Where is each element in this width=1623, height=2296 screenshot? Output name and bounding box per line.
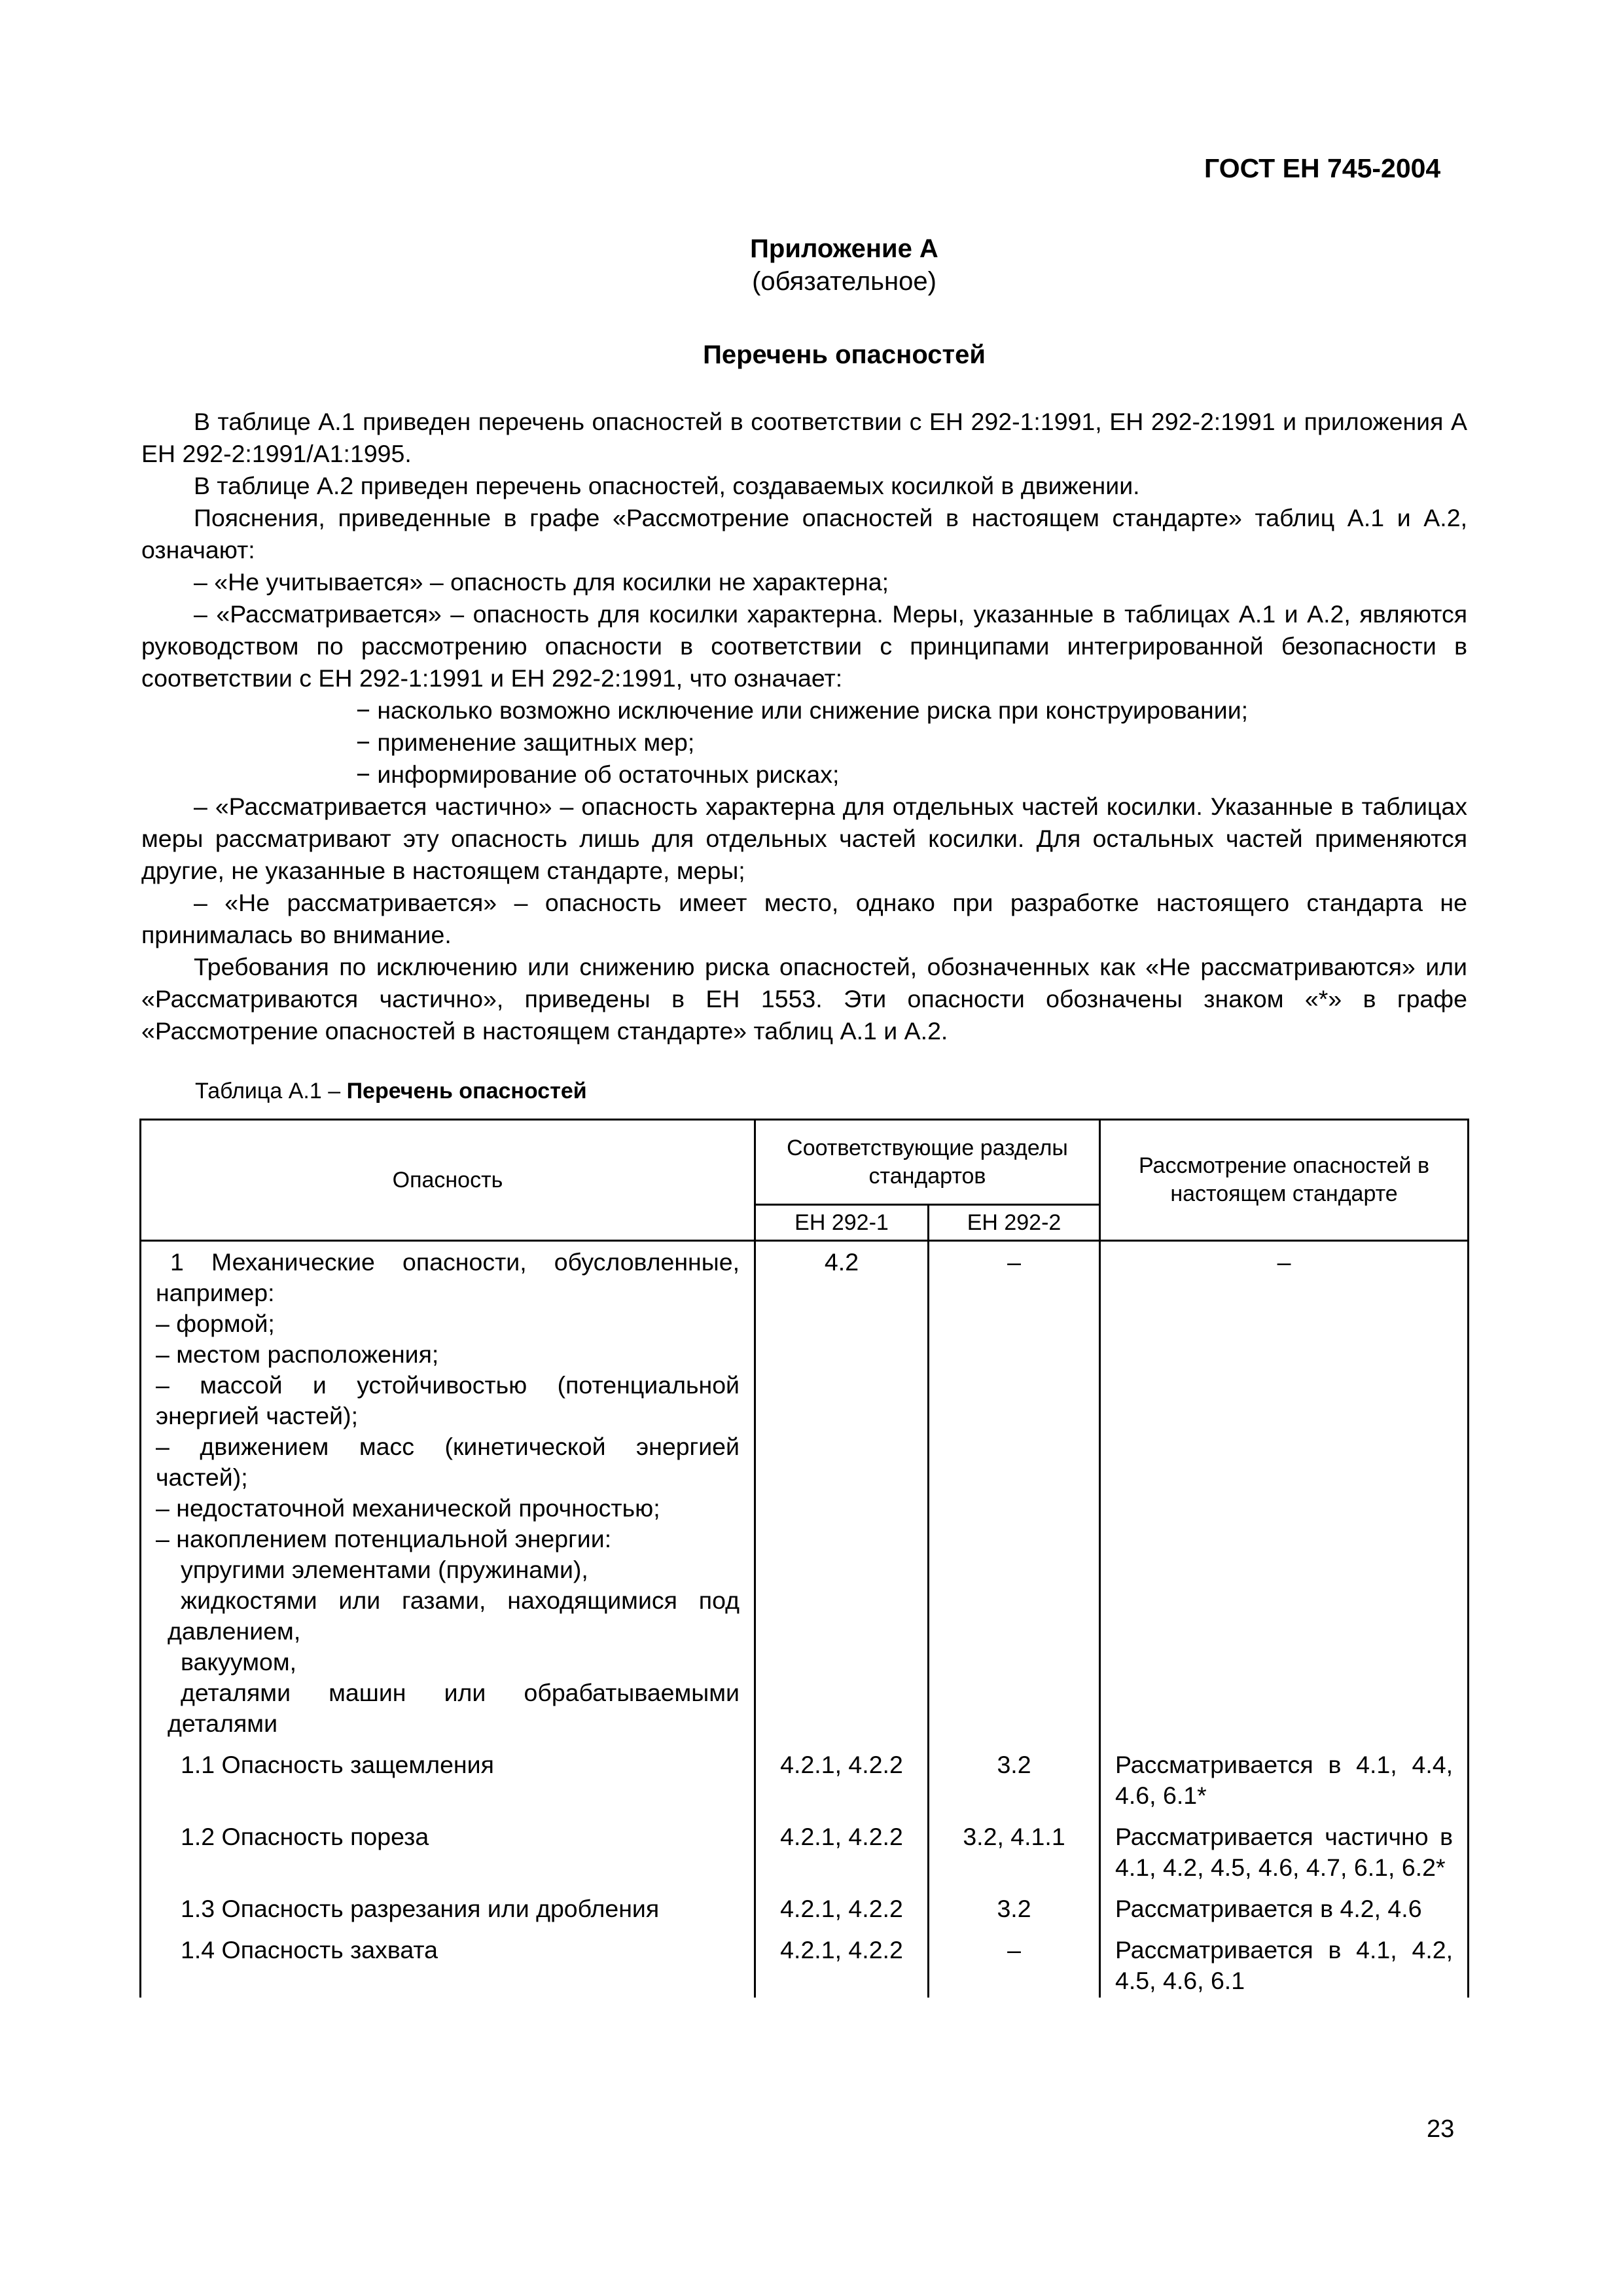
hazard-item: – местом расположения; [156, 1340, 439, 1368]
header-consideration: Рассмотрение опасностей в настоящем стандарте [1100, 1120, 1469, 1241]
table-row [141, 1241, 1469, 1741]
definition-item: – «Рассматривается частично» – опасность характерна для отдельных частей косилки. Указанные в таблицах меры рассматривают эту опасность лишь для отдельных частей косилки. Для остальных частей применяются другие, не указанные в настоящем стандарте, меры; [141, 793, 1467, 884]
consideration-cell: Рассматривается в 4.1, 4.4, 4.6, 6.1* [1100, 1740, 1469, 1812]
hazard-cell: 1.3 Опасность разрезания или дробления [141, 1884, 755, 1926]
hazard-cell: 1.4 Опасность захвата [141, 1926, 755, 1998]
intro-paragraph: В таблице А.1 приведен перечень опасностей в соответствии с ЕН 292-1:1991, ЕН 292-2:1991 и приложения А ЕН 292-2:1991/А1:1995. [141, 408, 1467, 467]
hazard-subitem: жидкостями или газами, находящимися под давлением, [168, 1587, 740, 1645]
table-caption [195, 1079, 587, 1104]
hazard-item: – массой и устойчивостью (потенциальной энергией частей); [156, 1371, 740, 1429]
hazard-cell: 1.1 Опасность защемления [141, 1740, 755, 1812]
intro-paragraph: Пояснения, приведенные в графе «Рассмотрение опасностей в настоящем стандарте» таблиц А.1 и А.2, означают: [141, 504, 1467, 564]
hazard-subitem: вакуумом, [181, 1648, 297, 1676]
consideration-cell: Рассматривается частично в 4.1, 4.2, 4.5, 4.6, 4.7, 6.1, 6.2* [1100, 1812, 1469, 1884]
en-292-1-cell: 4.2.1, 4.2.2 [755, 1884, 929, 1926]
appendix-title: Приложение А [750, 234, 938, 263]
table-row [141, 1926, 1469, 1998]
intro-text [141, 406, 1467, 1047]
header-en-292-2: ЕН 292-2 [929, 1205, 1100, 1241]
page-number: 23 [1427, 2115, 1455, 2143]
standard-code: ГОСТ ЕН 745-2004 [1204, 153, 1441, 183]
hazard-item: – формой; [156, 1310, 275, 1337]
measure-item: − насколько возможно исключение или снижение риска при конструировании; [356, 696, 1249, 724]
hazard-item: – недостаточной механической прочностью; [156, 1494, 660, 1522]
definition-item: – «Рассматривается» – опасность для косилки характерна. Меры, указанные в таблицах А.1 и А.2, являются руководством по рассмотрению опасности в соответствии с принципами интегрированной безопасности в соответствии с ЕН 292-1:1991 и ЕН 292-2:1991, что означает: [141, 600, 1467, 692]
table-caption-title: Перечень опасностей [346, 1079, 587, 1103]
consideration-cell: Рассматривается в 4.2, 4.6 [1100, 1884, 1469, 1926]
consideration-cell: – [1100, 1241, 1469, 1741]
hazard-item: – накоплением потенциальной энергии: [156, 1525, 612, 1552]
measure-item: − применение защитных мер; [356, 728, 695, 756]
en-292-1-cell: 4.2.1, 4.2.2 [755, 1926, 929, 1998]
en-292-1-cell: 4.2.1, 4.2.2 [755, 1812, 929, 1884]
hazard-item: – движением масс (кинетической энергией частей); [156, 1433, 740, 1491]
en-292-2-cell: – [929, 1241, 1100, 1741]
en-292-1-cell: 4.2.1, 4.2.2 [755, 1740, 929, 1812]
table-caption-prefix: Таблица А.1 – [195, 1079, 347, 1103]
section-title: Перечень опасностей [703, 340, 986, 369]
table-row [141, 1884, 1469, 1926]
measure-item: − информирование об остаточных рисках; [356, 761, 840, 788]
header-sections: Соответствующие разделы стандартов [755, 1120, 1100, 1205]
header-hazard: Опасность [141, 1120, 755, 1241]
en-292-1-cell: 4.2 [755, 1241, 929, 1741]
definition-item: – «Не учитывается» – опасность для косилки не характерна; [194, 568, 889, 596]
table-row [141, 1812, 1469, 1884]
hazard-table [139, 1119, 1469, 1998]
en-292-2-cell: 3.2 [929, 1884, 1100, 1926]
en-292-2-cell: 3.2, 4.1.1 [929, 1812, 1100, 1884]
hazard-cell: 1.2 Опасность пореза [141, 1812, 755, 1884]
en-292-2-cell: – [929, 1926, 1100, 1998]
hazard-cell [141, 1241, 755, 1741]
appendix-status: (обязательное) [752, 267, 936, 296]
hazard-group-title: 1 Механические опасности, обусловленные, например: [156, 1248, 740, 1306]
en-292-2-cell: 3.2 [929, 1740, 1100, 1812]
header-en-292-1: ЕН 292-1 [755, 1205, 929, 1241]
hazard-subitem: деталями машин или обрабатываемыми деталями [168, 1679, 740, 1737]
intro-paragraph: Требования по исключению или снижению риска опасностей, обозначенных как «Не рассматриваются» или «Рассматриваются частично», приведены в ЕН 1553. Эти опасности обозначены знаком «*» в графе «Рассмотрение опасностей в настоящем стандарте» таблиц А.1 и А.2. [141, 953, 1467, 1045]
consideration-cell: Рассматривается в 4.1, 4.2, 4.5, 4.6, 6.1 [1100, 1926, 1469, 1998]
hazard-subitem: упругими элементами (пружинами), [181, 1556, 588, 1583]
table-row [141, 1740, 1469, 1812]
definition-item: – «Не рассматривается» – опасность имеет место, однако при разработке настоящего стандарта не принималась во внимание. [141, 889, 1467, 948]
intro-paragraph: В таблице А.2 приведен перечень опасностей, создаваемых косилкой в движении. [194, 472, 1140, 499]
